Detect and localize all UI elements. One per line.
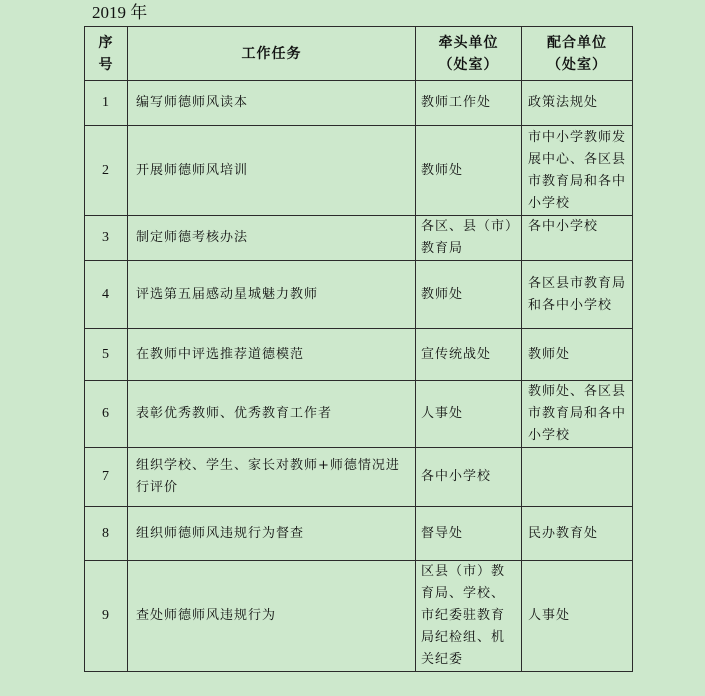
coop-unit-cell: 教师处、各区县市教育局和各中小学校 xyxy=(522,381,633,448)
table-row xyxy=(85,81,633,126)
table-row xyxy=(85,381,633,448)
row-number: 2 xyxy=(85,126,128,216)
row-number: 4 xyxy=(85,261,128,329)
task-cell: 制定师德考核办法 xyxy=(128,216,416,261)
task-cell: 评选第五届感动星城魅力教师 xyxy=(128,261,416,329)
row-number: 5 xyxy=(85,329,128,381)
coop-unit-cell: 各中小学校 xyxy=(522,216,633,261)
lead-unit-cell: 教师处 xyxy=(416,126,522,216)
lead-unit-cell: 教师处 xyxy=(416,261,522,329)
table-header-row xyxy=(85,27,633,81)
coop-unit-cell: 民办教育处 xyxy=(522,507,633,561)
table-row xyxy=(85,216,633,261)
year-label: 2019 年 xyxy=(92,3,148,22)
lead-unit-cell: 区县（市）教育局、学校、市纪委驻教育局纪检组、机关纪委 xyxy=(416,561,522,672)
header-task: 工作任务 xyxy=(128,27,416,81)
lead-unit-cell: 各区、县（市）教育局 xyxy=(416,216,522,261)
task-cell: 组织学校、学生、家长对教师+师德情况进行评价 xyxy=(128,448,416,507)
row-number: 6 xyxy=(85,381,128,448)
coop-unit-cell: 各区县市教育局和各中小学校 xyxy=(522,261,633,329)
lead-unit-cell: 教师工作处 xyxy=(416,81,522,126)
coop-unit-cell: 人事处 xyxy=(522,561,633,672)
row-number: 9 xyxy=(85,561,128,672)
table-row xyxy=(85,561,633,672)
work-task-table xyxy=(84,26,633,672)
task-cell: 查处师德师风违规行为 xyxy=(128,561,416,672)
coop-unit-cell: 教师处 xyxy=(522,329,633,381)
row-number: 3 xyxy=(85,216,128,261)
coop-unit-cell: 市中小学教师发展中心、各区县市教育局和各中小学校 xyxy=(522,126,633,216)
table-row xyxy=(85,126,633,216)
lead-unit-cell: 宣传统战处 xyxy=(416,329,522,381)
header-lead-unit: 牵头单位 （处室） xyxy=(416,27,522,81)
task-cell: 组织师德师风违规行为督查 xyxy=(128,507,416,561)
coop-unit-cell: 政策法规处 xyxy=(522,81,633,126)
table-row xyxy=(85,329,633,381)
table-row xyxy=(85,507,633,561)
row-number: 8 xyxy=(85,507,128,561)
table-row xyxy=(85,448,633,507)
row-number: 1 xyxy=(85,81,128,126)
lead-unit-cell: 人事处 xyxy=(416,381,522,448)
task-cell: 在教师中评选推荐道德模范 xyxy=(128,329,416,381)
header-coop-unit: 配合单位 （处室） xyxy=(522,27,633,81)
task-cell: 开展师德师风培训 xyxy=(128,126,416,216)
task-cell: 编写师德师风读本 xyxy=(128,81,416,126)
lead-unit-cell: 督导处 xyxy=(416,507,522,561)
task-cell: 表彰优秀教师、优秀教育工作者 xyxy=(128,381,416,448)
lead-unit-cell: 各中小学校 xyxy=(416,448,522,507)
coop-unit-cell xyxy=(522,448,633,507)
row-number: 7 xyxy=(85,448,128,507)
header-no: 序 号 xyxy=(85,27,128,81)
table-row xyxy=(85,261,633,329)
